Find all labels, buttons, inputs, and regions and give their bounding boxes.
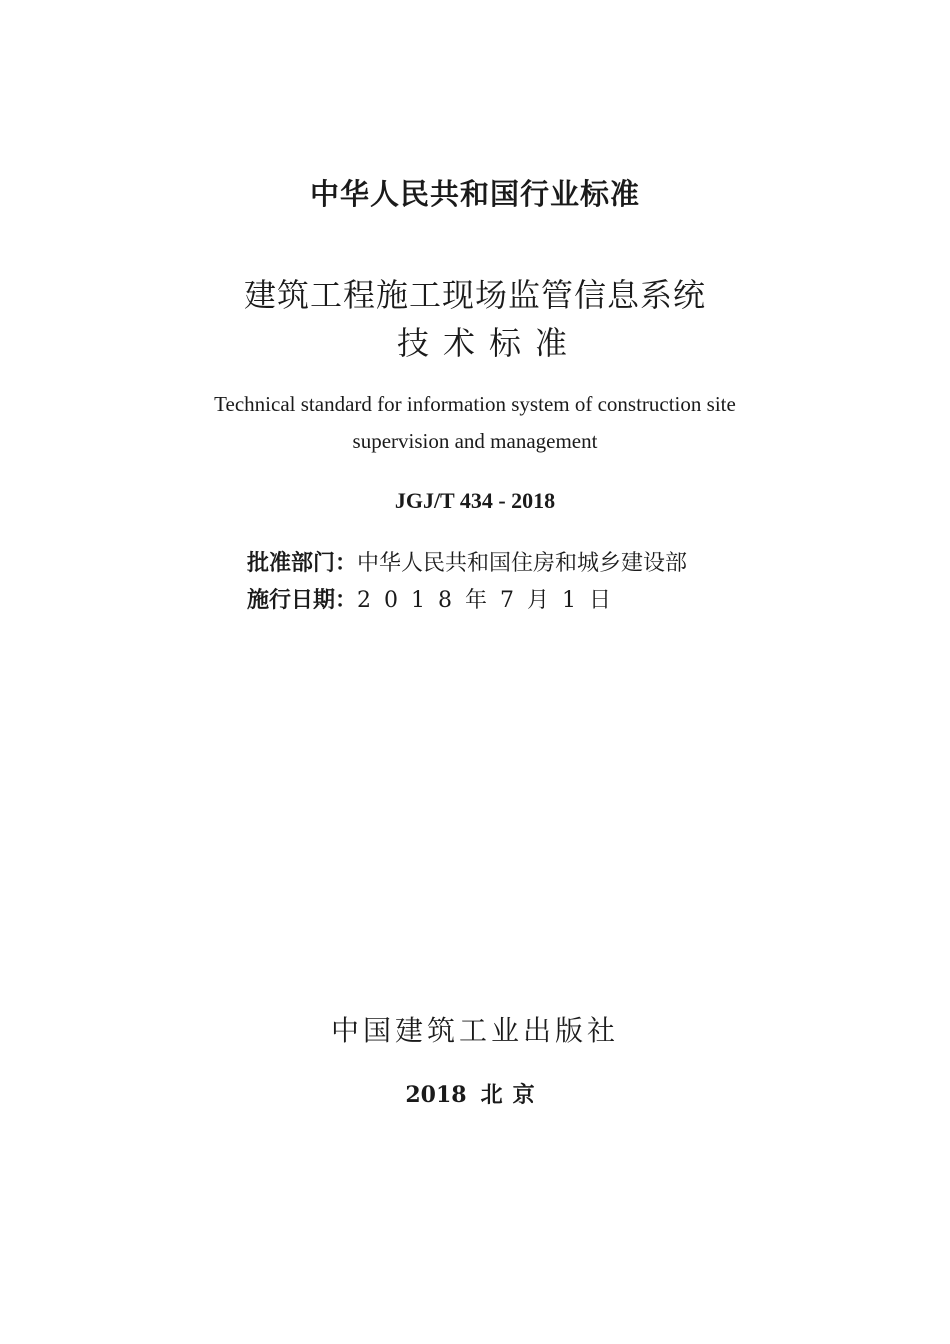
- title-english-line-2: supervision and management: [352, 429, 598, 453]
- standard-code: JGJ/T 434 - 2018: [394, 488, 556, 513]
- approval-label: 批准部门：: [247, 551, 358, 576]
- imprint-city: 北京: [480, 1082, 545, 1108]
- approval-value: 中华人民共和国住房和城乡建设部: [357, 551, 688, 576]
- publisher-name: 中国建筑工业出版社: [330, 1014, 619, 1047]
- imprint-year: 2018: [405, 1082, 467, 1108]
- effective-date-row: [247, 590, 624, 612]
- title-chinese-line-2: 技术标准: [396, 324, 581, 362]
- effective-date-value: 2018年7月1日: [357, 588, 624, 613]
- standard-series-heading: 中华人民共和国行业标准: [309, 177, 640, 211]
- imprint: [0, 1084, 950, 1106]
- effective-date-label: 施行日期：: [247, 588, 358, 613]
- approval-row: [247, 553, 687, 575]
- title-chinese-line-1: 建筑工程施工现场监管信息系统: [243, 276, 706, 314]
- title-english-line-1: Technical standard for information system of construction site: [214, 392, 736, 416]
